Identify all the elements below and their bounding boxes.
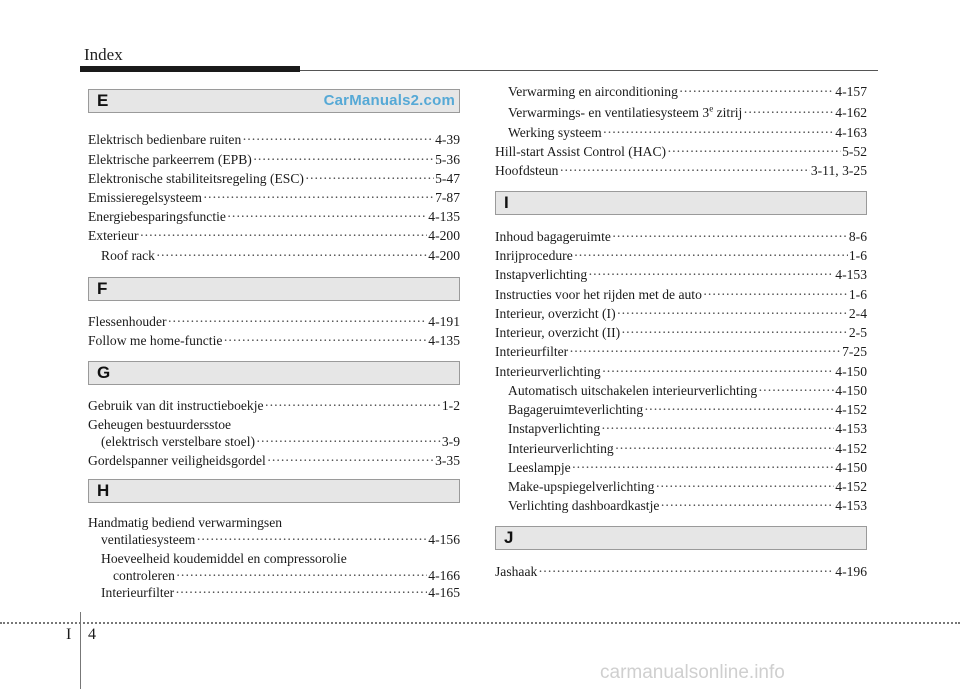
- entry-page: 4-166: [428, 568, 460, 583]
- entry-page: 4-152: [835, 402, 867, 417]
- entry-page: 5-47: [435, 171, 460, 186]
- entry-page: 4-153: [835, 421, 867, 436]
- entry-text: Geheugen bestuurdersstoe: [88, 417, 232, 432]
- section-letter: E: [97, 91, 109, 110]
- entry-text: Gebruik van dit instructieboekje: [88, 398, 264, 413]
- section-letter: I: [504, 193, 509, 212]
- index-entry: [88, 226, 460, 245]
- section-header-i: [495, 191, 867, 215]
- leader-dots: [679, 82, 834, 101]
- entry-page: 4-157: [835, 84, 867, 99]
- entry-page: 4-153: [835, 498, 867, 513]
- section-letter: F: [97, 279, 108, 298]
- leader-dots: [660, 496, 834, 515]
- entry-text: Energiebesparingsfunctie: [88, 209, 226, 224]
- index-entry: [88, 207, 460, 226]
- entry-text: Handmatig bediend verwarmingsen: [88, 515, 283, 530]
- entry-text: Instapverlichting: [508, 421, 601, 436]
- entry-page: 4-135: [428, 333, 460, 348]
- index-entry: [88, 331, 460, 350]
- leader-dots: [621, 323, 848, 342]
- entry-text: Emissieregelsysteem: [88, 190, 203, 205]
- site-watermark: carmanualsonline.info: [600, 662, 785, 683]
- entry-text: (elektrisch verstelbare stoel): [101, 434, 255, 449]
- entry-text: Jashaak: [495, 564, 538, 579]
- index-entry: [495, 285, 867, 304]
- index-subentry: [508, 439, 867, 458]
- leader-dots: [644, 400, 834, 419]
- index-entry: [495, 227, 867, 246]
- section-letter: G: [97, 363, 111, 382]
- entry-page: 7-87: [435, 190, 460, 205]
- entry-text: Roof rack: [101, 248, 155, 263]
- index-entry: [495, 362, 867, 381]
- leader-dots: [703, 285, 848, 304]
- leader-dots: [175, 583, 427, 602]
- index-entry: [495, 304, 867, 323]
- entry-page: 4-162: [835, 105, 867, 120]
- leader-dots: [603, 123, 835, 142]
- index-entry: [495, 323, 867, 342]
- section-header-h: [88, 479, 460, 503]
- index-subentry: [101, 246, 460, 265]
- entry-text: Interieurfilter: [101, 585, 175, 600]
- entry-text: Hoofdsteun: [495, 163, 559, 178]
- entry-page: 4-191: [428, 314, 460, 329]
- index-entry: [495, 265, 867, 284]
- entry-text: Interieur, overzicht (II): [495, 325, 621, 340]
- entry-text: Inrijprocedure: [495, 248, 573, 263]
- entry-page: 2-5: [848, 325, 867, 340]
- section-letter: J: [504, 528, 514, 547]
- entry-text: Elektronische stabiliteitsregeling (ESC): [88, 171, 304, 186]
- index-subentry: [508, 496, 867, 515]
- entry-page: 3-35: [435, 453, 460, 468]
- leader-dots: [601, 419, 834, 438]
- entry-page: 3-9: [441, 434, 460, 449]
- entry-text: Exterieur: [88, 228, 139, 243]
- entry-page: 1-6: [848, 287, 867, 302]
- leader-dots: [667, 142, 841, 161]
- index-subentry: [508, 400, 867, 419]
- entry-text-tail: zitrij: [713, 105, 743, 120]
- entry-page: 4-39: [435, 132, 460, 147]
- leader-dots: [758, 381, 834, 400]
- leader-dots: [156, 246, 427, 265]
- section-header-e: [88, 89, 460, 113]
- entry-text: Verwarming en airconditioning: [508, 84, 678, 99]
- leader-dots: [574, 246, 848, 265]
- index-entry: [495, 161, 867, 180]
- leader-dots: [227, 207, 427, 226]
- index-subentry: [508, 381, 867, 400]
- entry-page: 4-200: [428, 228, 460, 243]
- entry-text: Follow me home-functie: [88, 333, 223, 348]
- entry-page: 4-152: [835, 441, 867, 456]
- leader-dots: [267, 451, 434, 470]
- leader-dots: [256, 432, 441, 451]
- section-letter: H: [97, 481, 110, 500]
- leader-dots: [655, 477, 834, 496]
- index-subentry: [508, 103, 867, 122]
- entry-page: 4-150: [835, 383, 867, 398]
- footer-section: I: [66, 626, 72, 643]
- leader-dots: [140, 226, 428, 245]
- entry-page: 2-4: [848, 306, 867, 321]
- index-entry: [495, 142, 867, 161]
- entry-text: ventilatiesysteem: [101, 532, 196, 547]
- entry-text: Hill-start Assist Control (HAC): [495, 144, 667, 159]
- index-entry: [495, 562, 867, 581]
- entry-page: 4-200: [428, 248, 460, 263]
- index-entry: [88, 169, 460, 188]
- entry-page: 4-196: [835, 564, 867, 579]
- index-subentry: [508, 458, 867, 477]
- leader-dots: [617, 304, 848, 323]
- leader-dots: [602, 362, 835, 381]
- section-header-f: [88, 277, 460, 301]
- entry-text: Interieurverlichting: [495, 364, 601, 379]
- entry-page: 7-25: [842, 344, 867, 359]
- leader-dots: [196, 530, 427, 549]
- leader-dots: [242, 130, 434, 149]
- footer-page-number: 4: [88, 626, 96, 643]
- entry-text: [508, 103, 742, 122]
- leader-dots: [615, 439, 835, 458]
- leader-dots: [569, 342, 841, 361]
- leader-dots: [588, 265, 834, 284]
- index-subentry: [508, 419, 867, 438]
- leader-dots: [538, 562, 834, 581]
- header-bar: [80, 66, 300, 72]
- index-entry: [88, 396, 460, 415]
- entry-text: Elektrisch bedienbare ruiten: [88, 132, 242, 147]
- entry-text: Bagageruimteverlichting: [508, 402, 644, 417]
- leader-dots: [572, 458, 835, 477]
- index-entry: [88, 150, 460, 169]
- section-header-g: [88, 361, 460, 385]
- watermark-logo: CarManuals2.com: [323, 92, 455, 109]
- entry-text: Make-upspiegelverlichting: [508, 479, 655, 494]
- leader-dots: [265, 396, 441, 415]
- leader-dots: [253, 150, 434, 169]
- entry-page: 1-2: [441, 398, 460, 413]
- entry-page: 4-135: [428, 209, 460, 224]
- entry-text: Werking systeem: [508, 125, 602, 140]
- entry-text: controleren: [113, 568, 175, 583]
- entry-page: 4-150: [835, 364, 867, 379]
- entry-text-main: Verwarmings- en ventilatiesysteem 3: [508, 105, 710, 120]
- entry-superscript: e: [709, 103, 714, 114]
- entry-page: 3-11, 3-25: [810, 163, 867, 178]
- index-subentry: [101, 583, 460, 602]
- leader-dots: [168, 312, 428, 331]
- entry-page: 5-36: [435, 152, 460, 167]
- entry-page: 1-6: [848, 248, 867, 263]
- index-entry: [88, 451, 460, 470]
- entry-text: Flessenhouder: [88, 314, 167, 329]
- index-entry: [88, 312, 460, 331]
- index-subentry: [508, 82, 867, 101]
- leader-dots: [743, 103, 834, 122]
- entry-text: Interieur, overzicht (I): [495, 306, 616, 321]
- entry-text: Interieurfilter: [495, 344, 569, 359]
- entry-text: Interieurverlichting: [508, 441, 614, 456]
- entry-page: 4-163: [835, 125, 867, 140]
- index-subentry: [101, 432, 460, 451]
- entry-page: 5-52: [842, 144, 867, 159]
- leader-dots: [203, 188, 434, 207]
- entry-page: 4-165: [428, 585, 460, 600]
- index-subentry: [101, 530, 460, 549]
- entry-text: Instapverlichting: [495, 267, 588, 282]
- entry-page: 8-6: [848, 229, 867, 244]
- entry-text: Elektrische parkeerrem (EPB): [88, 152, 252, 167]
- entry-page: 4-152: [835, 479, 867, 494]
- entry-page: 4-153: [835, 267, 867, 282]
- index-entry: [495, 342, 867, 361]
- leader-dots: [305, 169, 434, 188]
- entry-text: Hoeveelheid koudemiddel en compressorolie: [101, 551, 347, 566]
- entry-text: Gordelspanner veiligheidsgordel: [88, 453, 266, 468]
- index-subentry: [508, 477, 867, 496]
- index-entry: [88, 188, 460, 207]
- footer-rule: [0, 622, 960, 624]
- entry-text: Automatisch uitschakelen interieurverlichting: [508, 383, 758, 398]
- entry-page: 4-156: [428, 532, 460, 547]
- footer-divider: [80, 612, 81, 689]
- index-entry: [495, 246, 867, 265]
- header-rule: [300, 70, 878, 71]
- entry-text: Instructies voor het rijden met de auto: [495, 287, 702, 302]
- section-header-j: [495, 526, 867, 550]
- entry-text: Inhoud bagageruimte: [495, 229, 611, 244]
- leader-dots: [223, 331, 427, 350]
- header-title: Index: [84, 45, 123, 64]
- index-subentry: [508, 123, 867, 142]
- leader-dots: [612, 227, 848, 246]
- entry-page: 4-150: [835, 460, 867, 475]
- leader-dots: [559, 161, 809, 180]
- entry-text: Leeslampje: [508, 460, 571, 475]
- entry-text: Verlichting dashboardkastje: [508, 498, 660, 513]
- index-entry: [88, 130, 460, 149]
